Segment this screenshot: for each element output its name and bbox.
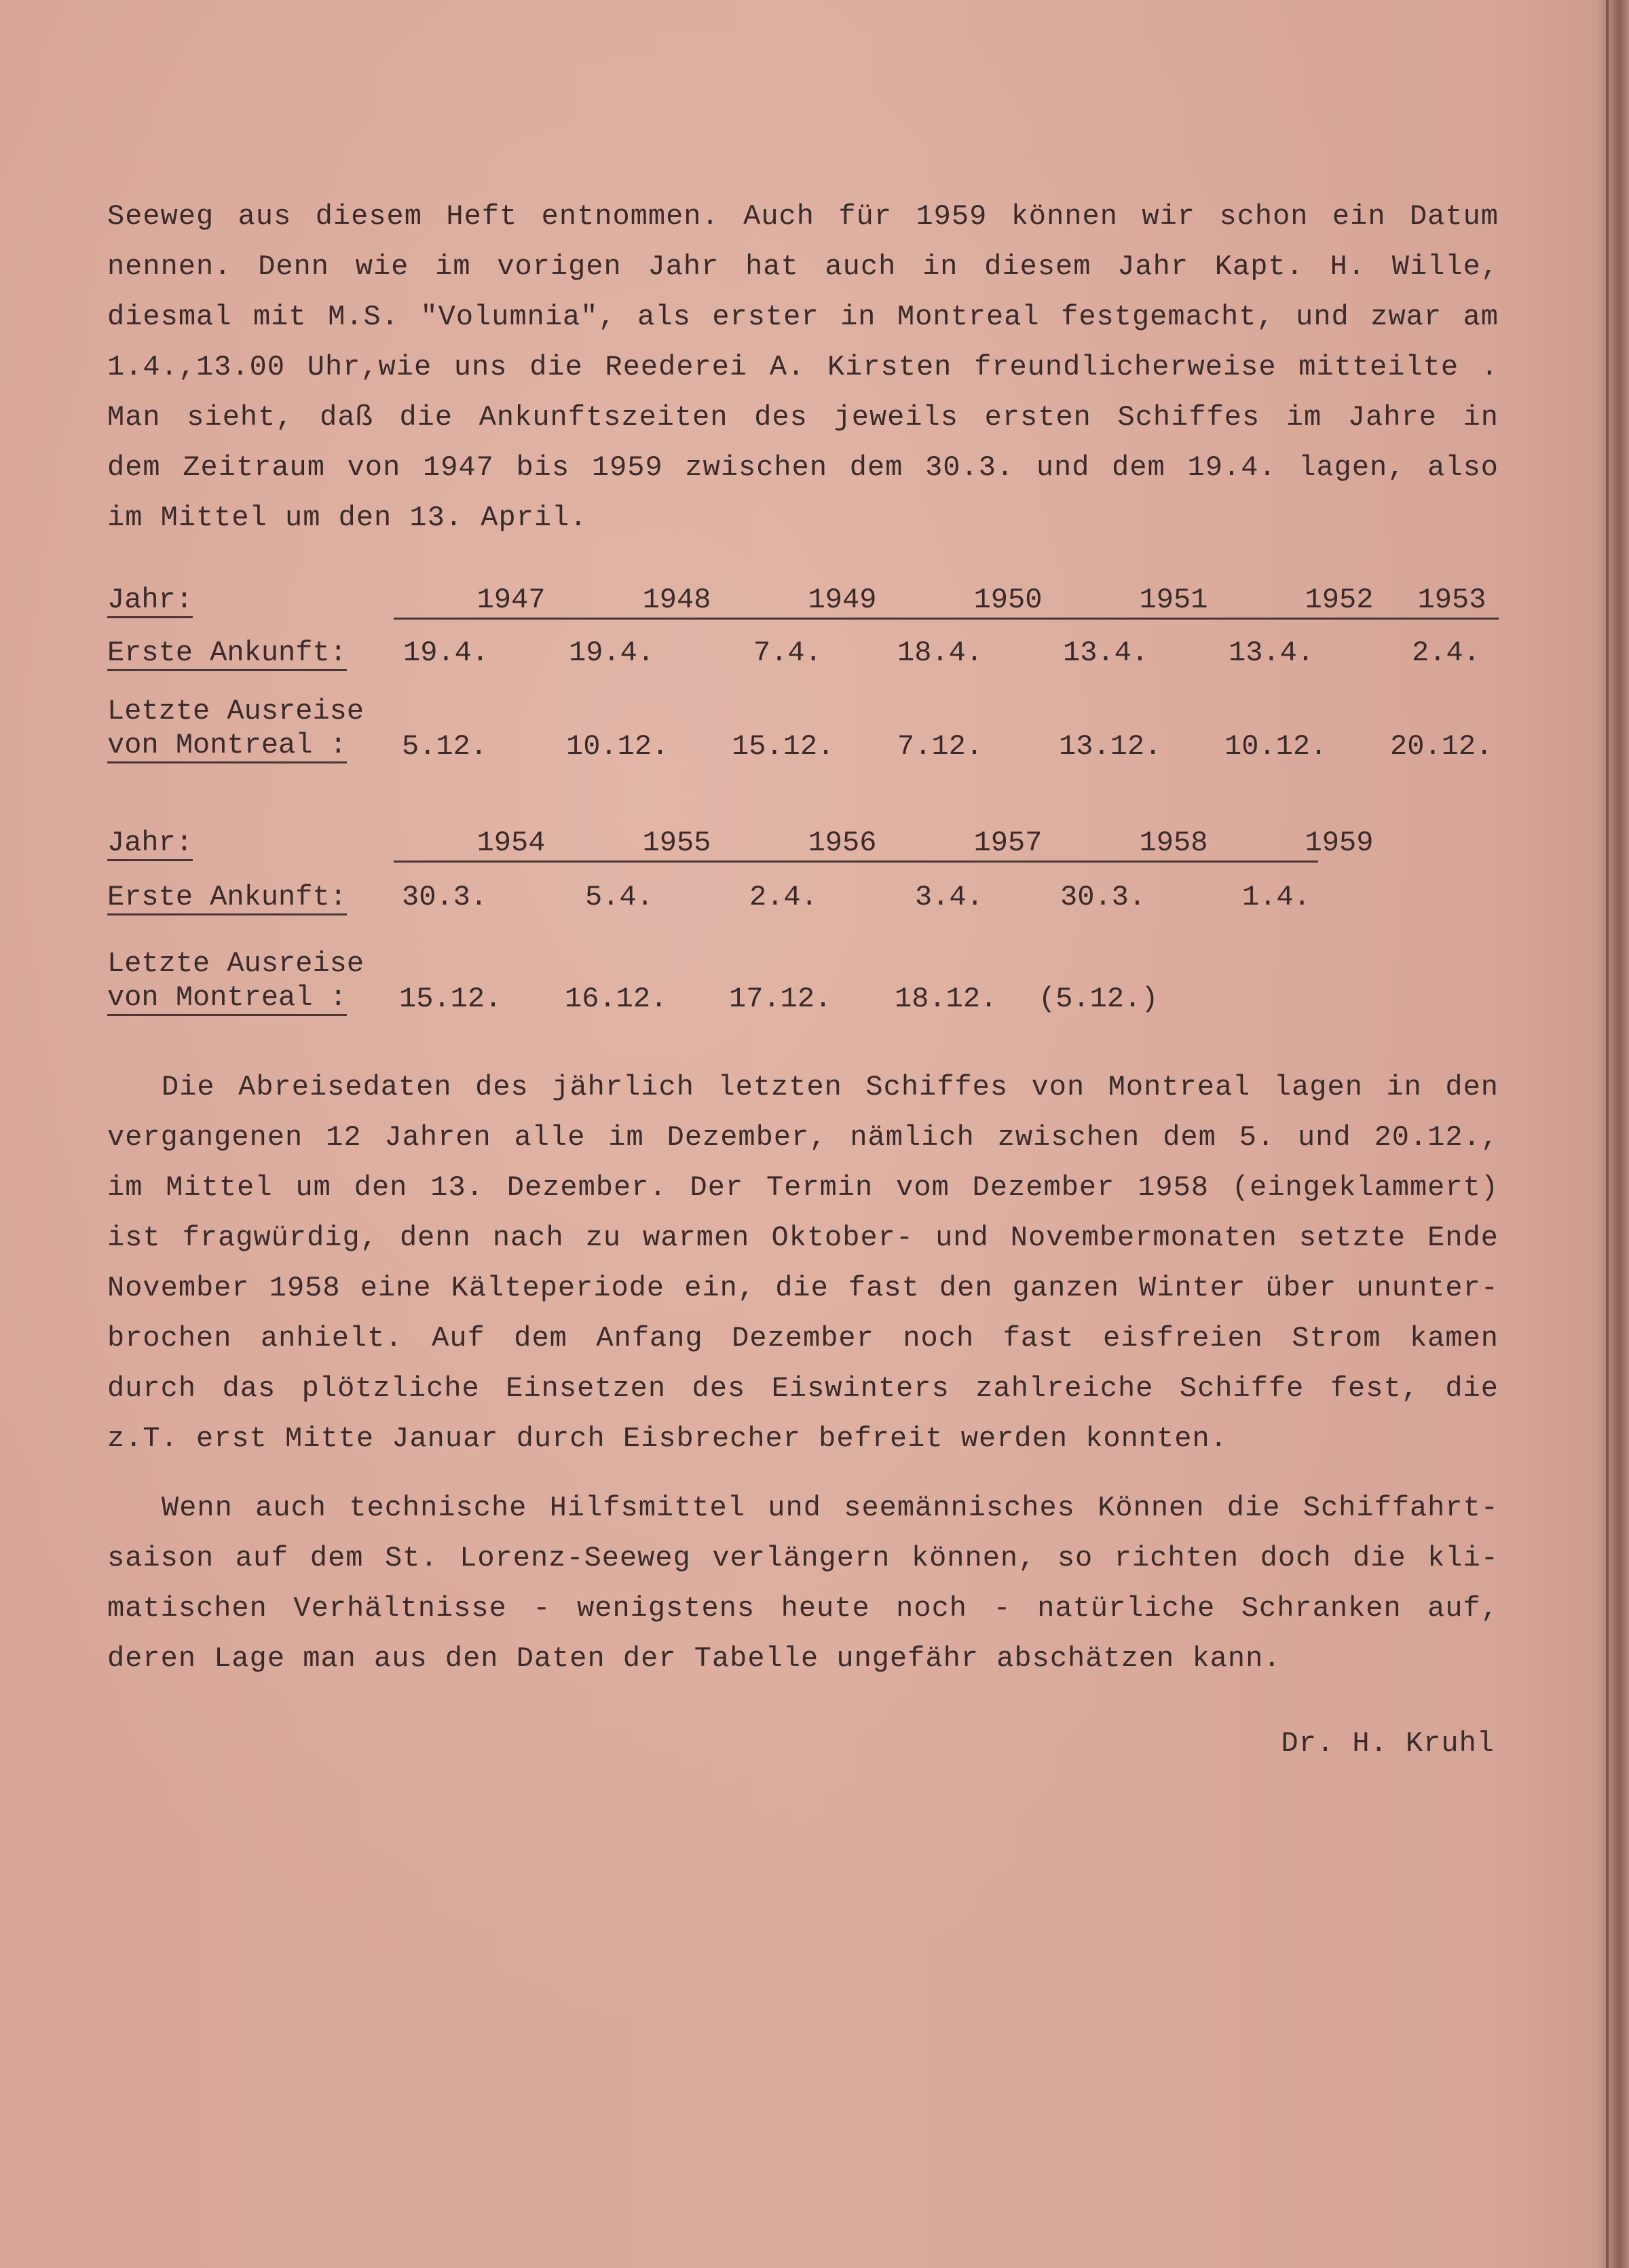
- text-line: vergangenen 12 Jahren alle im Dezember, nämlich zwischen dem 5. und 20.12.,: [107, 1121, 1499, 1154]
- table-cell-last-departure: 15.12.: [732, 730, 835, 763]
- text-line: im Mittel um den 13. April.: [107, 502, 588, 534]
- text-line: 1.4.,13.00 Uhr,wie uns die Reederei A. Kirsten freundlicherweise mitteilte .: [107, 351, 1499, 383]
- table-year: 1951: [1139, 584, 1208, 616]
- table-cell-last-departure: 20.12.: [1390, 730, 1493, 763]
- table-label-last-departure-2: von Montreal :: [107, 729, 347, 763]
- table-label-year: Jahr:: [107, 827, 193, 861]
- table-cell-first-arrival: 3.4.: [915, 881, 984, 913]
- text-line: matischen Verhältnisse - wenigstens heute noch - natürliche Schranken auf,: [107, 1592, 1499, 1625]
- table-cell-first-arrival: 5.4.: [585, 881, 654, 913]
- table-cell-first-arrival: 30.3.: [402, 881, 488, 913]
- table-cell-last-departure: 15.12.: [399, 983, 502, 1015]
- table-cell-last-departure: 10.12.: [566, 730, 669, 763]
- table-year-rule: [394, 618, 1499, 620]
- text-line: nennen. Denn wie im vorigen Jahr hat auch in diesem Jahr Kapt. H. Wille,: [107, 250, 1499, 283]
- table-year: 1948: [642, 584, 711, 616]
- text-line: Die Abreisedaten des jährlich letzten Schiffes von Montreal lagen in den: [162, 1071, 1499, 1103]
- text-line: Seeweg aus diesem Heft entnommen. Auch für 1959 können wir schon ein Datum: [107, 200, 1499, 233]
- table-cell-first-arrival: 19.4.: [403, 637, 489, 669]
- table-label-first-arrival: Erste Ankunft:: [107, 881, 347, 915]
- table-cell-last-departure: 7.12.: [897, 730, 984, 763]
- table-cell-last-departure: 16.12.: [565, 983, 668, 1015]
- table-cell-first-arrival: 19.4.: [569, 637, 655, 669]
- text-line: ist fragwürdig, denn nach zu warmen Oktober- und Novembermonaten setzte Ende: [107, 1222, 1499, 1254]
- table-year: 1949: [808, 584, 877, 616]
- table-cell-last-departure: 10.12.: [1224, 730, 1328, 763]
- table-year: 1957: [973, 827, 1043, 859]
- table-year: 1952: [1305, 584, 1374, 616]
- table-year: 1950: [973, 584, 1043, 616]
- text-line: im Mittel um den 13. Dezember. Der Termin vom Dezember 1958 (eingeklammert): [107, 1171, 1499, 1204]
- text-line: deren Lage man aus den Daten der Tabelle ungefähr abschätzen kann.: [107, 1642, 1281, 1675]
- table-year: 1958: [1139, 827, 1208, 859]
- table-year-rule: [394, 861, 1318, 863]
- table-cell-first-arrival: 7.4.: [753, 637, 822, 669]
- table-cell-first-arrival: 1.4.: [1242, 881, 1311, 913]
- table-label-last-departure-1: Letzte Ausreise: [107, 947, 364, 980]
- table-year: 1953: [1417, 584, 1486, 616]
- text-line: dem Zeitraum von 1947 bis 1959 zwischen dem 30.3. und dem 19.4. lagen, also: [107, 451, 1499, 484]
- table-cell-last-departure: 18.12.: [895, 983, 998, 1015]
- text-line: Man sieht, daß die Ankunftszeiten des jeweils ersten Schiffes im Jahre in: [107, 401, 1499, 434]
- table-year: 1956: [808, 827, 877, 859]
- table-cell-last-departure: 5.12.: [402, 730, 488, 763]
- text-line: November 1958 eine Kälteperiode ein, die fast den ganzen Winter über ununter-: [107, 1272, 1499, 1304]
- author-signature: Dr. H. Kruhl: [1281, 1727, 1495, 1760]
- text-line: saison auf dem St. Lorenz-Seeweg verlängern können, so richten doch die kli-: [107, 1542, 1499, 1574]
- table-label-first-arrival: Erste Ankunft:: [107, 637, 347, 671]
- table-year: 1959: [1305, 827, 1374, 859]
- table-label-last-departure-1: Letzte Ausreise: [107, 695, 364, 727]
- table-cell-last-departure: 17.12.: [729, 983, 832, 1015]
- table-cell-first-arrival: 13.4.: [1063, 637, 1149, 669]
- table-label-year: Jahr:: [107, 584, 193, 618]
- table-cell-last-departure: (5.12.): [1038, 983, 1159, 1015]
- table-cell-first-arrival: 30.3.: [1060, 881, 1146, 913]
- text-line: Wenn auch technische Hilfsmittel und seemännisches Können die Schiffahrt-: [162, 1492, 1499, 1524]
- text-line: diesmal mit M.S. "Volumnia", als erster in Montreal festgemacht, und zwar am: [107, 301, 1499, 333]
- intro-paragraph: [107, 191, 1499, 543]
- text-line: durch das plötzliche Einsetzen des Eiswinters zahlreiche Schiffe fest, die: [107, 1372, 1499, 1405]
- departures-paragraph: [107, 1062, 1499, 1464]
- text-line: brochen anhielt. Auf dem Anfang Dezember noch fast eisfreien Strom kamen: [107, 1322, 1499, 1355]
- table-cell-last-departure: 13.12.: [1059, 730, 1162, 763]
- text-line: z.T. erst Mitte Januar durch Eisbrecher befreit werden konnten.: [107, 1422, 1228, 1455]
- table-cell-first-arrival: 13.4.: [1229, 637, 1315, 669]
- table-cell-first-arrival: 2.4.: [749, 881, 818, 913]
- table-year: 1954: [476, 827, 546, 859]
- conclusion-paragraph: [107, 1483, 1499, 1684]
- table-year: 1955: [642, 827, 711, 859]
- page-edge-line: [1606, 0, 1609, 2268]
- page-edge-shadow: [1596, 0, 1629, 2268]
- table-label-last-departure-2: von Montreal :: [107, 981, 347, 1016]
- table-cell-first-arrival: 2.4.: [1412, 637, 1480, 669]
- table-year: 1947: [476, 584, 546, 616]
- table-cell-first-arrival: 18.4.: [897, 637, 984, 669]
